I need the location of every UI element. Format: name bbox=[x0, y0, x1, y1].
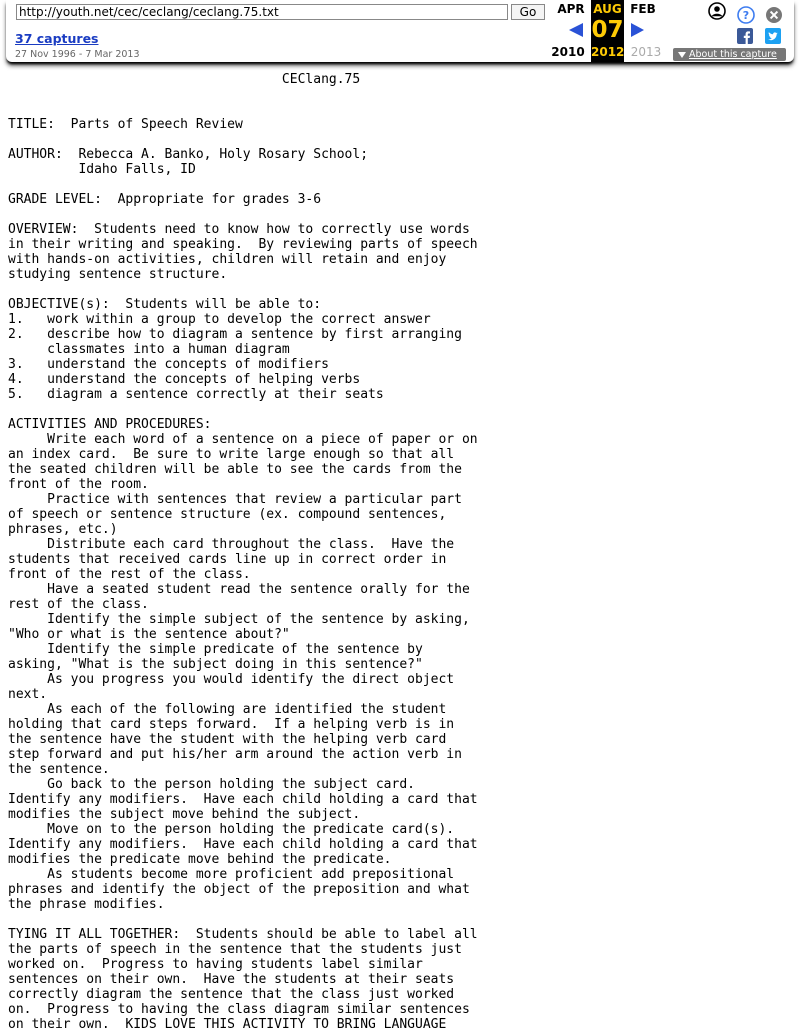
chevron-down-icon bbox=[678, 52, 686, 58]
next-year-label: 2013 bbox=[630, 45, 662, 59]
about-capture-label: About this capture bbox=[689, 49, 777, 60]
about-capture-button[interactable] bbox=[673, 48, 786, 61]
captures-date-range: 27 Nov 1996 - 7 Mar 2013 bbox=[15, 49, 140, 60]
url-input[interactable] bbox=[16, 4, 508, 20]
go-button[interactable]: Go bbox=[511, 4, 545, 20]
close-icon[interactable] bbox=[765, 6, 783, 24]
prev-capture-arrow-icon[interactable] bbox=[569, 23, 583, 37]
current-capture-column bbox=[591, 0, 624, 62]
current-year: 2012 bbox=[591, 45, 625, 59]
document-text: CEClang.75 TITLE: Parts of Speech Review AUTHOR: Rebecca A. Banko, Holy Rosary School; Idaho Falls, ID GRADE LEVEL: Appropriate for grades 3-6 OVERVIEW: Students need to know how to correctly use words in their writing and speaking. By reviewing parts of speech with hands-on activities, children will retain and enjoy studying sentence structure. OBJECTIVE(s): Students will be able to: 1. work within a group to develop the correct answer 2. describe how to diagram a sentence by first arranging classmates into a human diagram 3. understand the concepts of modifiers 4. understand the concepts of helping verbs 5. diagram a sentence correctly at their seats ACTIVITIES AND PROCEDURES: Write each word of a sentence on a piece of paper or on an index card. Be sure to write large enough so that all the seated children will be able to see the cards from the front of the room. Practice with sentences that review a particular part of speech or sentence structure (ex. compound sentences, phrases, etc.) Distribute each card throughout the class. Have the students that received cards line up in correct order in front of the rest of the class. Have a seated student read the sentence orally for the rest of the class. Identify the simple subject of the sentence by asking, "Who or what is the sentence about?" Identify the simple predicate of the sentence by asking, "What is the subject doing in this sentence?" As you progress you would identify the direct object next. As each of the following are identified the student holding that card steps forward. If a helping verb is in the sentence have the student with the helping verb card step forward and put his/her arm around the action verb in the sentence. Go back to the person holding the subject card. Identify any modifiers. Have each child holding a card that modifies the subject move behind the subject. Move on to the person holding the predicate card(s). Identify any modifiers. Have each child holding a card that modifies the predicate move behind the predicate. As students become more proficient add prepositional phrases and identify the object of the preposition and what the phrase modifies. TYING IT ALL TOGETHER: Students should be able to label all the parts of speech in the sentence that the students just worked on. Progress to having students label similar sentences on their own. Have the students at their seats correctly diagram the sentence that the class just worked on. Progress to having the class diagram similar sentences on their own. KIDS LOVE THIS ACTIVITY TO BRING LANGUAGE bbox=[8, 72, 478, 1032]
next-capture-arrow-icon[interactable] bbox=[631, 23, 644, 37]
twitter-icon[interactable] bbox=[765, 28, 781, 44]
captures-link[interactable]: 37 captures bbox=[15, 31, 99, 46]
wayback-toolbar bbox=[6, 0, 794, 62]
facebook-icon[interactable] bbox=[737, 28, 753, 44]
prev-month-link[interactable]: APR bbox=[557, 2, 585, 16]
prev-year-link[interactable]: 2010 bbox=[551, 45, 585, 59]
next-month-link[interactable]: FEB bbox=[630, 2, 656, 16]
svg-text:?: ? bbox=[742, 9, 750, 23]
current-month: AUG bbox=[593, 2, 622, 16]
user-account-icon[interactable] bbox=[708, 2, 726, 20]
help-icon[interactable] bbox=[737, 6, 755, 24]
current-day: 07 bbox=[591, 17, 624, 43]
